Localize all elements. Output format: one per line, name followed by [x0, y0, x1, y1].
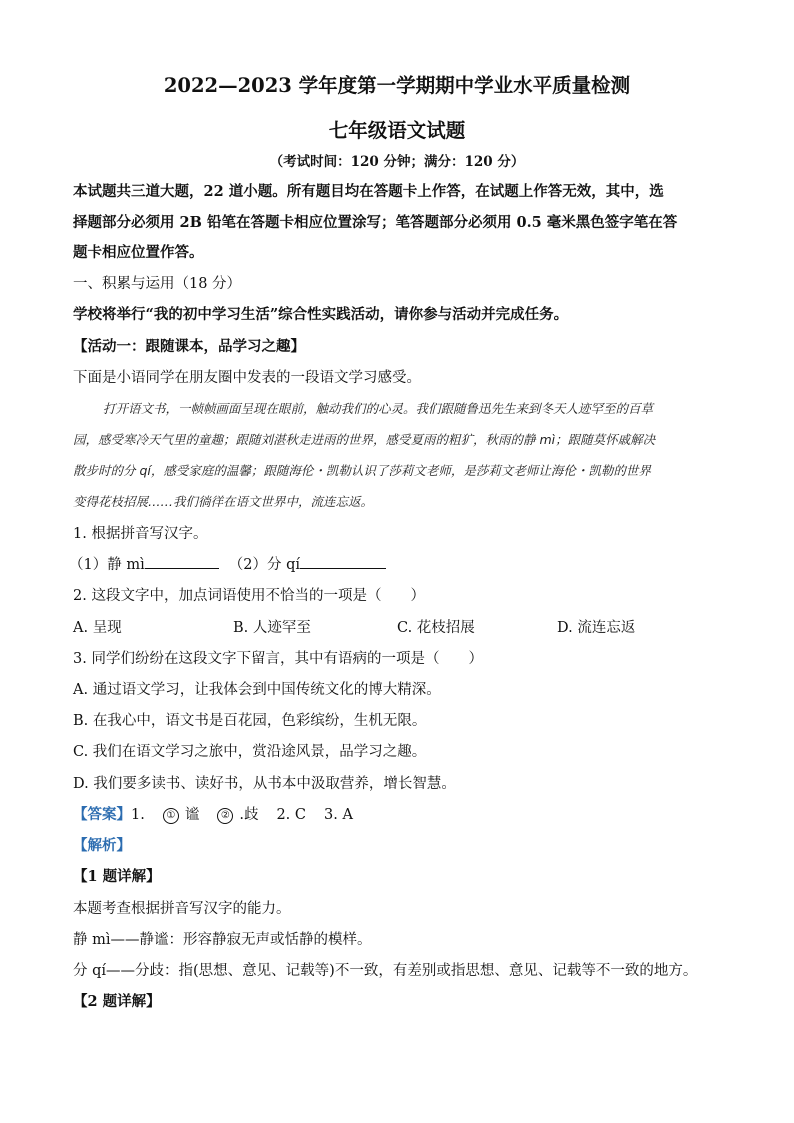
answer-circle-2: ②	[217, 808, 233, 824]
exam-subject-title: 七年级语文试题	[328, 119, 466, 142]
q2-detail-heading: 【2 题详解】	[73, 993, 161, 1010]
q2-option-c-text: 花枝招展	[416, 620, 475, 636]
analysis-line-3: 分 qí——分歧：指(思想、意见、记载等)不一致，有差别或指思想、意见、记载等不一致的地方。	[73, 963, 698, 979]
q1-stem: 1. 根据拼音写汉字。	[73, 526, 208, 542]
q3-option-d: D. 我们要多读书、读好书，从书本中汲取营养，增长智慧。	[73, 776, 456, 792]
answer-q1-a2: .歧	[239, 807, 259, 823]
passage-lead: 下面是小语同学在朋友圈中发表的一段语文学习感受。	[73, 370, 421, 386]
q1-part2-label: （2）分 qí	[228, 557, 300, 573]
q1-part1-label: （1）静 mì	[69, 557, 145, 573]
q3-stem: 3. 同学们纷纷在这段文字下留言，其中有语病的一项是（ ）	[73, 651, 483, 667]
q1-detail-heading: 【1 题详解】	[73, 868, 161, 885]
passage-line-3: 散步时的分 qí，感受家庭的温馨；跟随海伦・凯勒认识了莎莉文老师，是莎莉文老师让海伦・凯勒的世界	[73, 463, 651, 478]
activity-heading: 【活动一：跟随课本，品学习之趣】	[73, 338, 305, 355]
q1-part1-blank	[145, 556, 219, 569]
q2-stem: 2. 这段文字中，加点词语使用不恰当的一项是（ ）	[73, 588, 425, 604]
answer-q3: 3. A	[324, 807, 353, 823]
q3-option-b: B. 在我心中，语文书是百花园，色彩缤纷，生机无限。	[73, 713, 427, 729]
q2-option-a-letter: A.	[73, 620, 89, 636]
passage-line-4: 变得花枝招展……我们徜徉在语文世界中，流连忘返。	[73, 494, 374, 509]
q3-option-c: C. 我们在语文学习之旅中，赏沿途风景，品学习之趣。	[73, 744, 427, 760]
q2-option-c	[397, 618, 475, 638]
answer-q1-a1: 谧	[184, 807, 200, 823]
q2-option-b-text: 人迹罕至	[252, 620, 311, 636]
answer-tag: 【答案】	[73, 806, 131, 823]
q3-option-a: A. 通过语文学习，让我体会到中国传统文化的博大精深。	[73, 682, 441, 698]
answer-circle-1: ①	[163, 808, 179, 824]
passage-line-1: 打开语文书，一帧帧画面呈现在眼前，触动我们的心灵。我们跟随鲁迅先生来到冬天人迹罕至的百草	[103, 401, 654, 416]
q2-option-a	[73, 618, 122, 638]
q1-parts	[69, 555, 719, 575]
answer-q1-num: 1.	[131, 807, 145, 823]
q2-option-c-letter: C.	[397, 620, 413, 636]
section-intro: 学校将举行“我的初中学习生活”综合性实践活动，请你参与活动并完成任务。	[73, 306, 569, 323]
q2-option-b-letter: B.	[233, 620, 249, 636]
instructions-line-3: 题卡相应位置作答。	[73, 244, 204, 261]
analysis-line-2: 静 mì——静谧：形容静寂无声或恬静的模样。	[73, 932, 372, 948]
analysis-tag	[73, 836, 723, 856]
q1-part2-blank	[300, 556, 386, 569]
q2-option-b	[233, 618, 311, 638]
section-heading: 一、积累与运用（18 分）	[73, 276, 242, 292]
q2-option-d	[557, 618, 635, 638]
q2-option-a-text: 呈现	[92, 620, 122, 636]
exam-title: 2022—2023 学年度第一学期期中学业水平质量检测	[163, 74, 631, 97]
instructions-line-2: 择题部分必须用 2B 铅笔在答题卡相应位置涂写；笔答题部分必须用 0.5 毫米黑色签字笔在答	[73, 214, 678, 231]
passage-line-2: 园，感受寒冷天气里的童趣；跟随刘湛秋走进雨的世界，感受夏雨的粗犷，秋雨的静 mì；跟随莫怀戚解决	[73, 432, 656, 447]
answer-line	[73, 805, 723, 825]
analysis-line-1: 本题考查根据拼音写汉字的能力。	[73, 901, 291, 917]
q2-option-d-letter: D.	[557, 620, 573, 636]
q2-option-d-text: 流连忘返	[577, 620, 636, 636]
answer-q2: 2. C	[276, 807, 306, 823]
exam-time-info: （考试时间：120 分钟；满分：120 分）	[269, 154, 525, 170]
analysis-tag-text: 【解析】	[73, 837, 131, 854]
instructions-line-1: 本试题共三道大题，22 道小题。所有题目均在答题卡上作答，在试题上作答无效，其中，选	[73, 183, 664, 200]
